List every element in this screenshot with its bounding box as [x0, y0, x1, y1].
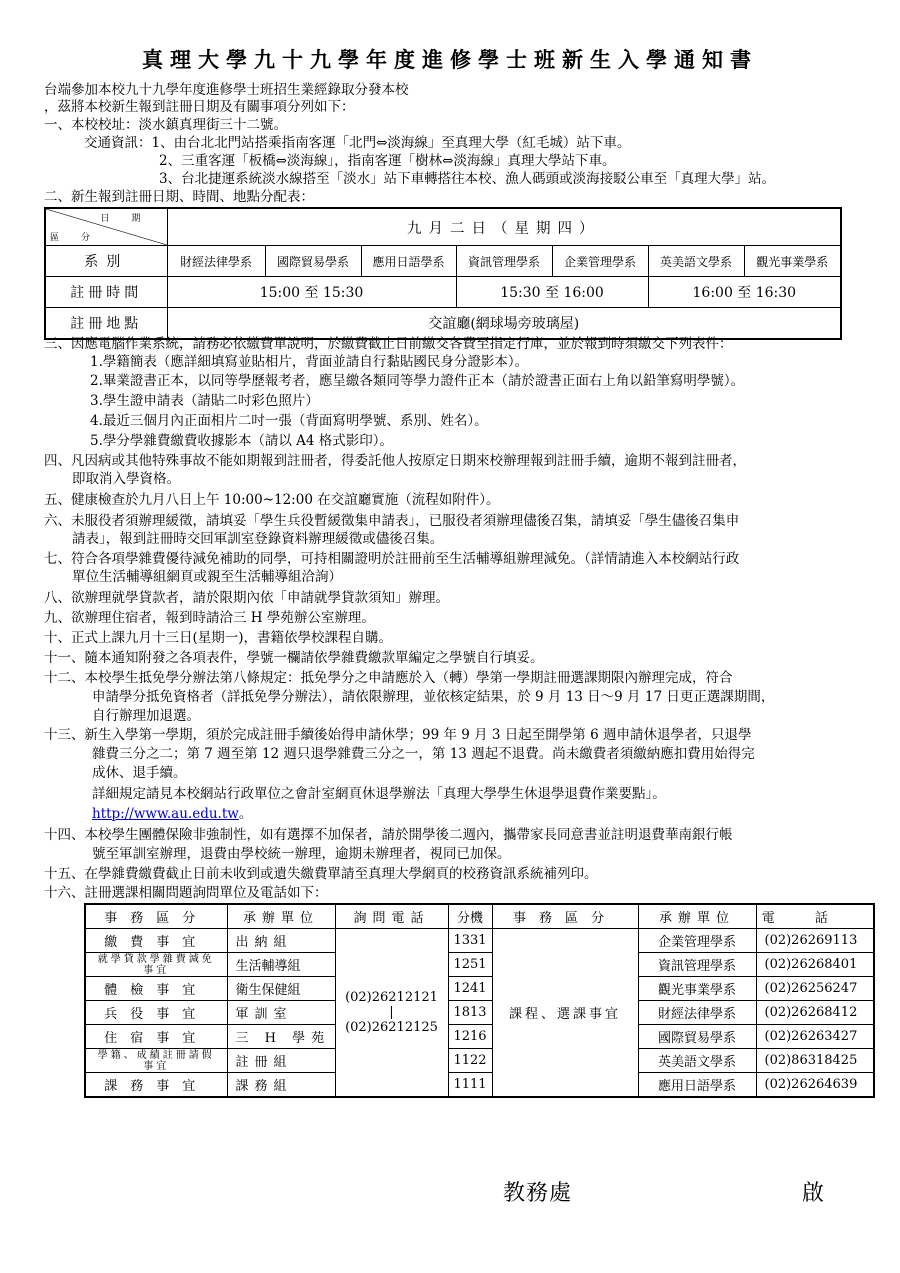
- intro-line-1: 台端參加本校九十九學年度進修學士班招生業經錄取分發本校: [44, 82, 409, 98]
- signature-word: 啟: [802, 1181, 825, 1206]
- dept-phone: (02)26268401: [756, 953, 874, 977]
- note-13-line-3: 成休、退手續。: [92, 765, 187, 781]
- contact-unit: 註冊組: [227, 1049, 335, 1073]
- header-cell: 電話: [756, 904, 874, 929]
- place-row-label: 註冊地點: [45, 308, 167, 340]
- note-6-line-1: 六、未服役者須辦理緩徵，請填妥「學生兵役暫緩徵集申請表」，已服役者須辦理儘後召集，請填妥「學生儘後召集申: [44, 513, 740, 529]
- contact-unit: 軍訓室: [227, 1001, 335, 1025]
- header-cell: 事務區分: [492, 904, 638, 929]
- dept-cell: 企業管理學系: [552, 246, 648, 277]
- dept-phone: (02)26268412: [756, 1001, 874, 1025]
- section-2-heading: 二、新生報到註冊日期、時間、地點分配表：: [44, 189, 314, 205]
- note-12-line-2: 申請學分抵免資格者（詳抵免學分辦法），請依限辦理，並依核定結果，於 9 月 13 日～9 月 17 日更正選課期間，: [92, 689, 775, 705]
- section-1-heading: 一、本校校址：淡水鎮真理街三十二號。: [44, 117, 287, 133]
- link-period: 。: [238, 806, 253, 822]
- contact-item: 繳費事宜: [85, 929, 227, 953]
- corner-date-label: 日期: [100, 214, 163, 224]
- contact-item: 學籍、成績註冊請假事宜: [85, 1049, 227, 1073]
- note-16: 十六、註冊選課相關問題詢問單位及電話如下：: [44, 885, 328, 901]
- note-13-link-line: [92, 806, 252, 823]
- dept-cell: 資訊管理學系: [456, 246, 552, 277]
- time-slot-2: 15:30 至 16:00: [456, 277, 648, 308]
- alt-phone: (02)26212125: [345, 1020, 438, 1035]
- dept-phone: (02)26269113: [756, 929, 874, 953]
- contact-unit: 生活輔導組: [227, 953, 335, 977]
- required-doc-3: 3.學生證申請表（請貼二吋彩色照片）: [90, 393, 319, 409]
- dept-phone: (02)26264639: [756, 1073, 874, 1098]
- dept-name: 財經法律學系: [638, 1001, 756, 1025]
- intro-line-2: ，茲將本校新生報到註冊日期及有關事項分列如下：: [44, 99, 355, 115]
- phone-separator: |: [389, 1005, 394, 1020]
- note-13-line-1: 十三、新生入學第一學期，須於完成註冊手續後始得申請休學；99 年 9 月 3 日起至開學第 6 週申請休退學者，只退學: [44, 727, 752, 743]
- dept-name: 企業管理學系: [638, 929, 756, 953]
- contact-unit: 衛生保健組: [227, 977, 335, 1001]
- dept-name: 國際貿易學系: [638, 1025, 756, 1049]
- table-corner-cell: [45, 208, 167, 246]
- extension: 1813: [448, 1001, 492, 1025]
- note-7-line-2: 單位生活輔導組網頁或親至生活輔導組洽詢）: [72, 569, 342, 585]
- note-7-line-1: 七、符合各項學雜費優待減免補助的同學，可持相關證明於註冊前至生活輔導組辦理減免。（詳情請進入本校網站行政: [44, 551, 740, 567]
- dept-name: 資訊管理學系: [638, 953, 756, 977]
- note-9: 九、欲辦理住宿者，報到時請洽三 H 學苑辦公室辦理。: [44, 610, 375, 626]
- contact-item: 課務事宜: [85, 1073, 227, 1098]
- contact-unit: 三 H 學苑: [227, 1025, 335, 1049]
- issuing-office: 教務處: [503, 1181, 573, 1206]
- note-15: 十五、在學雜費繳費截止日前未收到或遺失繳費單請至真理大學網頁的校務資訊系統補列印。: [44, 866, 598, 882]
- dept-phone: (02)86318425: [756, 1049, 874, 1073]
- note-4-line-2: 即取消入學資格。: [72, 471, 180, 487]
- contact-item: 就學貸款學雜費減免事宜: [85, 953, 227, 977]
- extension: 1111: [448, 1073, 492, 1098]
- dept-cell: 英美語文學系: [648, 246, 744, 277]
- registration-date: 九月二日（星期四）: [167, 208, 841, 246]
- time-slot-1: 15:00 至 15:30: [167, 277, 456, 308]
- extension: 1122: [448, 1049, 492, 1073]
- dept-name: 英美語文學系: [638, 1049, 756, 1073]
- registration-place: 交誼廳(網球場旁玻璃屋): [167, 308, 841, 340]
- header-cell: 承辦單位: [227, 904, 335, 929]
- dept-name: 觀光事業學系: [638, 977, 756, 1001]
- extension: 1216: [448, 1025, 492, 1049]
- contact-item: 住宿事宜: [85, 1025, 227, 1049]
- dept-row-label: 系別: [45, 246, 167, 277]
- note-14-line-1: 十四、本校學生團體保險非強制性，如有選擇不加保者，請於開學後二週內，攜帶家長同意書並註明退費華南銀行帳: [44, 827, 733, 843]
- note-10: 十、正式上課九月十三日(星期一)，書籍依學校課程自購。: [44, 630, 393, 646]
- section-3-heading: 三、因應電腦作業系統，請務必依繳費單說明，於繳費截止日前繳交各費至指定行庫，並於報到時須繳交下列表件：: [44, 336, 733, 352]
- header-cell: 事務區分: [85, 904, 227, 929]
- main-phone: (02)26212121: [345, 990, 438, 1005]
- document-title: 真理大學九十九學年度進修學士班新生入學通知書: [142, 47, 758, 72]
- extension: 1251: [448, 953, 492, 977]
- contact-item: 體檢事宜: [85, 977, 227, 1001]
- dept-cell: 應用日語學系: [361, 246, 456, 277]
- note-6-line-2: 請表」，報到註冊時交回軍訓室登錄資料辦理緩徵或儘後召集。: [72, 531, 444, 547]
- header-cell: 詢問電話: [335, 904, 448, 929]
- required-doc-2: 2.畢業證書正本，以同等學歷報考者，應呈繳各類同等學力證件正本（請於證書正面右上角以鉛筆寫明學號）。: [90, 373, 745, 389]
- contact-unit: 課務組: [227, 1073, 335, 1098]
- note-8: 八、欲辦理就學貸款者，請於限期內依「申請就學貸款須知」辦理。: [44, 590, 449, 606]
- note-14-line-2: 號至軍訓室辦理，退費由學校統一辦理，逾期未辦理者，視同已加保。: [92, 846, 511, 862]
- note-4-line-1: 四、凡因病或其他特殊事故不能如期報到註冊者，得委託他人按原定日期來校辦理報到註冊手續，逾期不報到註冊者，: [44, 453, 746, 469]
- transport-info-2: 2、三重客運「板橋⇔淡海線」，指南客運「樹林⇔淡海線」真理大學站下車。: [159, 153, 616, 169]
- extension: 1241: [448, 977, 492, 1001]
- transport-info-3: 3、台北捷運系統淡水線搭至「淡水」站下車轉搭往本校、漁人碼頭或淡海接駁公車至「真理大學」站。: [159, 171, 776, 187]
- school-website-link[interactable]: http://www.au.edu.tw: [92, 806, 239, 822]
- note-12-line-3: 自行辦理加退選。: [92, 708, 200, 724]
- time-row-label: 註冊時間: [45, 277, 167, 308]
- note-13-line-4: 詳細規定請見本校網站行政單位之會計室網頁休退學辦法「真理大學學生休退學退費作業要點」。: [92, 786, 666, 802]
- transport-info-1: 交通資訊：1、由台北北門站搭乘指南客運「北門⇔淡海線」至真理大學（紅毛城）站下車。: [84, 135, 631, 151]
- note-5: 五、健康檢查於九月八日上午 10:00~12:00 在交誼廳實施（流程如附件）。: [44, 492, 500, 508]
- corner-area-label: 區分: [50, 233, 113, 243]
- registration-schedule-table: [44, 207, 842, 340]
- dept-phone: (02)26256247: [756, 977, 874, 1001]
- extension: 1331: [448, 929, 492, 953]
- dept-phone: (02)26263427: [756, 1025, 874, 1049]
- contact-item: 兵役事宜: [85, 1001, 227, 1025]
- dept-cell: 財經法律學系: [167, 246, 265, 277]
- dept-cell: 國際貿易學系: [265, 246, 361, 277]
- time-slot-3: 16:00 至 16:30: [648, 277, 841, 308]
- header-cell: 承辦單位: [638, 904, 756, 929]
- note-13-line-2: 雜費三分之二；第 7 週至第 12 週只退學雜費三分之一，第 13 週起不退費。尚未繳費者須繳納應扣費用始得完: [92, 746, 755, 762]
- note-11: 十一、隨本通知附發之各項表件，學號一欄請依學雜費繳款單編定之學號自行填妥。: [44, 650, 544, 666]
- contact-unit: 出納組: [227, 929, 335, 953]
- main-phone-cell: [335, 929, 448, 1098]
- required-doc-1: 1.學籍簡表（應詳細填寫並貼相片，背面並請自行黏貼國民身分證影本）。: [90, 354, 529, 370]
- required-doc-4: 4.最近三個月內正面相片二吋一張（背面寫明學號、系別、姓名）。: [90, 413, 488, 429]
- note-12-line-1: 十二、本校學生抵免學分辦法第八條規定：抵免學分之申請應於入（轉）學第一學期註冊選課期限內辦理完成，符合: [44, 670, 733, 686]
- contact-table: [84, 903, 875, 1098]
- required-doc-5: 5.學分學雜費繳費收據影本（請以 A4 格式影印）。: [90, 433, 394, 449]
- header-cell: 分機: [448, 904, 492, 929]
- dept-cell: 觀光事業學系: [744, 246, 841, 277]
- course-selection-item: 課程、選課事宜: [492, 929, 638, 1098]
- dept-name: 應用日語學系: [638, 1073, 756, 1098]
